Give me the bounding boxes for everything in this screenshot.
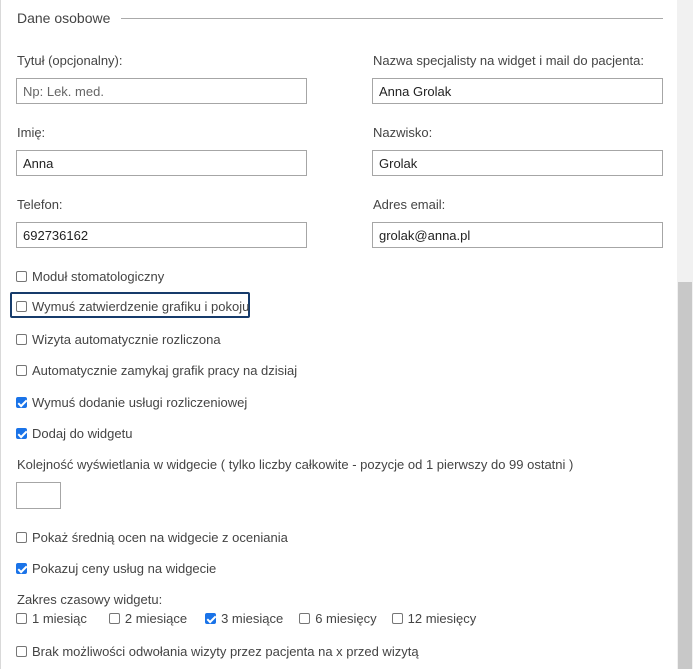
range-option-3-months[interactable] xyxy=(205,611,283,626)
specialist-name-label: Nazwa specjalisty na widget i mail do pacjenta: xyxy=(373,53,644,68)
first-name-label: Imię: xyxy=(17,125,46,140)
option-label: Wymuś zatwierdzenie grafiku i pokoju xyxy=(32,298,250,314)
checkbox[interactable] xyxy=(16,334,27,345)
checkbox[interactable] xyxy=(16,271,27,282)
widget-order-label: Kolejność wyświetlania w widgecie ( tylko liczby całkowite - pozycje od 1 pierwszy do 99 ostatni ) xyxy=(17,457,574,472)
checkbox[interactable] xyxy=(16,563,27,574)
section-title: Dane osobowe xyxy=(17,10,111,26)
checkbox[interactable] xyxy=(299,613,310,624)
checkbox[interactable] xyxy=(16,397,27,408)
specialist-name-input[interactable] xyxy=(372,78,663,104)
title-input[interactable] xyxy=(16,78,307,104)
option-no-cancellation[interactable] xyxy=(16,642,419,660)
checkbox[interactable] xyxy=(16,613,27,624)
checkbox[interactable] xyxy=(16,365,27,376)
range-option-label: 6 miesięcy xyxy=(315,610,377,626)
checkbox[interactable] xyxy=(109,613,120,624)
title-label: Tytuł (opcjonalny): xyxy=(17,53,123,68)
range-option-6-months[interactable] xyxy=(299,611,376,626)
range-option-12-months[interactable] xyxy=(392,611,477,626)
phone-input[interactable] xyxy=(16,222,307,248)
range-option-2-months[interactable] xyxy=(109,611,187,626)
range-option-label: 1 miesiąc xyxy=(32,610,87,626)
option-label: Automatycznie zamykaj grafik pracy na dzisiaj xyxy=(32,362,298,378)
scrollbar-thumb[interactable] xyxy=(678,282,692,669)
option-label: Brak możliwości odwołania wizyty przez pacjenta na x przed wizytą xyxy=(32,643,419,659)
last-name-label: Nazwisko: xyxy=(373,125,433,140)
checkbox[interactable] xyxy=(392,613,403,624)
option-add-to-widget[interactable] xyxy=(16,424,132,442)
email-label: Adres email: xyxy=(373,197,446,212)
option-label: Dodaj do widgetu xyxy=(32,425,133,441)
range-option-label: 12 miesięcy xyxy=(407,610,477,626)
option-show-service-prices[interactable] xyxy=(16,559,216,577)
phone-label: Telefon: xyxy=(17,197,63,212)
checkbox[interactable] xyxy=(16,646,27,657)
option-visit-auto-settled[interactable] xyxy=(16,330,221,348)
checkbox[interactable] xyxy=(16,301,27,312)
email-input[interactable] xyxy=(372,222,663,248)
time-range-label: Zakres czasowy widgetu: xyxy=(17,592,163,607)
option-label: Moduł stomatologiczny xyxy=(32,268,165,284)
last-name-input[interactable] xyxy=(372,150,663,176)
option-force-billing-service[interactable] xyxy=(16,393,247,411)
option-force-schedule-approval[interactable] xyxy=(16,297,249,315)
checkbox[interactable] xyxy=(205,613,216,624)
option-label: Wymuś dodanie usługi rozliczeniowej xyxy=(32,394,248,410)
range-option-1-month[interactable] xyxy=(16,611,87,626)
option-show-average-rating[interactable] xyxy=(16,528,288,546)
section-divider xyxy=(121,18,663,19)
range-option-label: 3 miesiące xyxy=(221,610,284,626)
option-auto-close-schedule[interactable] xyxy=(16,361,297,379)
range-option-label: 2 miesiące xyxy=(124,610,188,626)
checkbox[interactable] xyxy=(16,428,27,439)
time-range-options xyxy=(16,609,487,627)
option-label: Wizyta automatycznie rozliczona xyxy=(32,331,221,347)
checkbox[interactable] xyxy=(16,532,27,543)
widget-order-input[interactable] xyxy=(16,482,61,509)
option-label: Pokazuj ceny usług na widgecie xyxy=(32,560,217,576)
option-dental-module[interactable] xyxy=(16,267,164,285)
option-label: Pokaż średnią ocen na widgecie z oceniania xyxy=(32,529,288,545)
first-name-input[interactable] xyxy=(16,150,307,176)
